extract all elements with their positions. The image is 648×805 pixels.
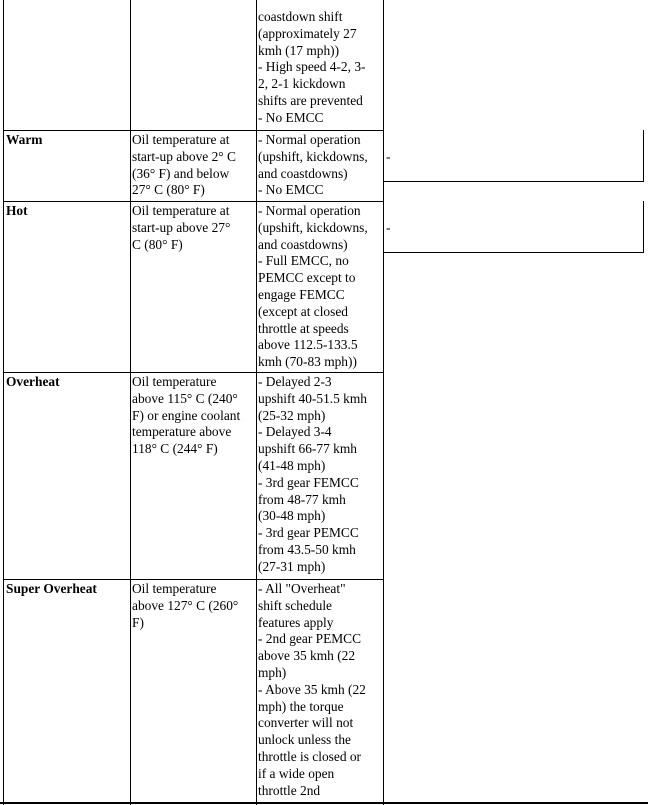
condition-label-super-overheat: Super Overheat — [6, 581, 97, 596]
temperature-line: 118° C (244° F) — [132, 441, 218, 457]
temperature-cell — [132, 374, 255, 458]
operation-line: PEMCC except to — [258, 270, 356, 286]
operation-line: if a wide open — [258, 765, 335, 781]
table-row — [258, 9, 382, 127]
operation-line: and coastdowns) — [258, 236, 348, 252]
table-border-bottom — [0, 802, 648, 804]
operation-line: above 112.5-133.5 — [258, 337, 358, 353]
operation-line: upshift 66-77 kmh — [258, 441, 357, 457]
operation-line: (approximately 27 — [258, 25, 357, 41]
operation-line: - No EMCC — [258, 182, 324, 198]
operation-line: from 43.5-50 kmh — [258, 541, 356, 557]
temperature-line: Oil temperature — [132, 374, 217, 389]
temperature-line: Oil temperature at — [132, 203, 230, 218]
row-divider — [3, 579, 383, 580]
operation-line: throttle 2nd — [258, 782, 321, 798]
operation-line: converter will not — [258, 715, 354, 731]
operation-line: 2, 2-1 kickdown — [258, 76, 346, 92]
table-border-left — [3, 0, 4, 805]
temperature-line: above 115° C (240° — [132, 390, 238, 406]
operation-line: unlock unless the — [258, 732, 351, 748]
temperature-line: temperature above — [132, 424, 232, 440]
row-divider — [3, 201, 383, 202]
extra-cell: - — [386, 149, 391, 164]
operation-line: throttle at speeds — [258, 320, 349, 336]
operation-line: mph) the torque — [258, 698, 344, 714]
operation-line: - All "Overheat" — [258, 581, 346, 596]
operation-cell — [258, 374, 382, 576]
temperature-line: start-up above 2° C — [132, 148, 236, 164]
temperature-line: (36° F) and below — [132, 165, 230, 181]
operation-line: - Normal operation — [258, 203, 361, 218]
temperature-line: F) — [132, 614, 144, 630]
operation-line: - Normal operation — [258, 132, 361, 147]
condition-label-overheat: Overheat — [6, 374, 60, 389]
column-divider — [643, 201, 644, 252]
operation-line: coastdown shift — [258, 9, 343, 24]
operation-line: (upshift, kickdowns, — [258, 219, 368, 235]
operation-line: - 3rd gear FEMCC — [258, 474, 359, 490]
extra-cell: - — [386, 220, 391, 235]
operation-cell — [258, 132, 382, 199]
operation-line: from 48-77 kmh — [258, 491, 346, 507]
operation-line: throttle is closed or — [258, 748, 362, 764]
operation-line: - Delayed 3-4 — [258, 424, 332, 440]
temperature-line: C (80° F) — [132, 236, 183, 252]
operation-line: above 35 kmh (22 — [258, 648, 356, 664]
temperature-cell — [132, 581, 255, 631]
operation-line: - No EMCC — [258, 109, 324, 125]
operation-line: shifts are prevented — [258, 92, 363, 108]
column-divider — [256, 0, 257, 805]
condition-label-warm: Warm — [6, 132, 43, 147]
operation-line: upshift 40-51.5 kmh — [258, 390, 367, 406]
operation-line: (upshift, kickdowns, — [258, 148, 368, 164]
operation-line: and coastdowns) — [258, 165, 348, 181]
row-divider — [3, 130, 383, 131]
operation-line: - Above 35 kmh (22 — [258, 681, 366, 697]
operation-line: - Delayed 2-3 — [258, 374, 332, 389]
row-divider — [3, 372, 383, 373]
operation-line: kmh (17 mph)) — [258, 42, 340, 58]
row-divider — [383, 181, 644, 182]
operation-line: (41-48 mph) — [258, 457, 326, 473]
temperature-cell — [132, 132, 255, 199]
operation-line: engage FEMCC — [258, 286, 345, 302]
temperature-line: start-up above 27° — [132, 219, 231, 235]
operation-line: kmh (70-83 mph)) — [258, 354, 357, 370]
temperature-line: Oil temperature at — [132, 132, 230, 147]
operation-cell — [258, 581, 382, 799]
operation-line: (except at closed — [258, 303, 348, 319]
column-divider — [643, 130, 644, 182]
operation-cell — [258, 203, 382, 371]
column-divider — [383, 0, 384, 805]
condition-label-hot: Hot — [6, 203, 28, 218]
temperature-line: 27° C (80° F) — [132, 182, 205, 198]
temperature-cell — [132, 203, 255, 253]
operation-line: shift schedule — [258, 597, 333, 613]
operation-line: (25-32 mph) — [258, 407, 326, 423]
temperature-line: Oil temperature — [132, 581, 217, 596]
temperature-line: above 127° C (260° — [132, 597, 239, 613]
operation-line: - 3rd gear PEMCC — [258, 525, 359, 541]
operation-line: (30-48 mph) — [258, 508, 326, 524]
operation-line: - High speed 4-2, 3- — [258, 59, 366, 75]
temperature-line: F) or engine coolant — [132, 407, 241, 423]
operation-line: features apply — [258, 614, 334, 630]
operation-line: - 2nd gear PEMCC — [258, 631, 362, 647]
operation-line: mph) — [258, 664, 287, 680]
operation-line: (27-31 mph) — [258, 558, 326, 574]
column-divider — [130, 0, 131, 805]
operation-line: - Full EMCC, no — [258, 253, 349, 269]
row-divider — [383, 252, 644, 253]
